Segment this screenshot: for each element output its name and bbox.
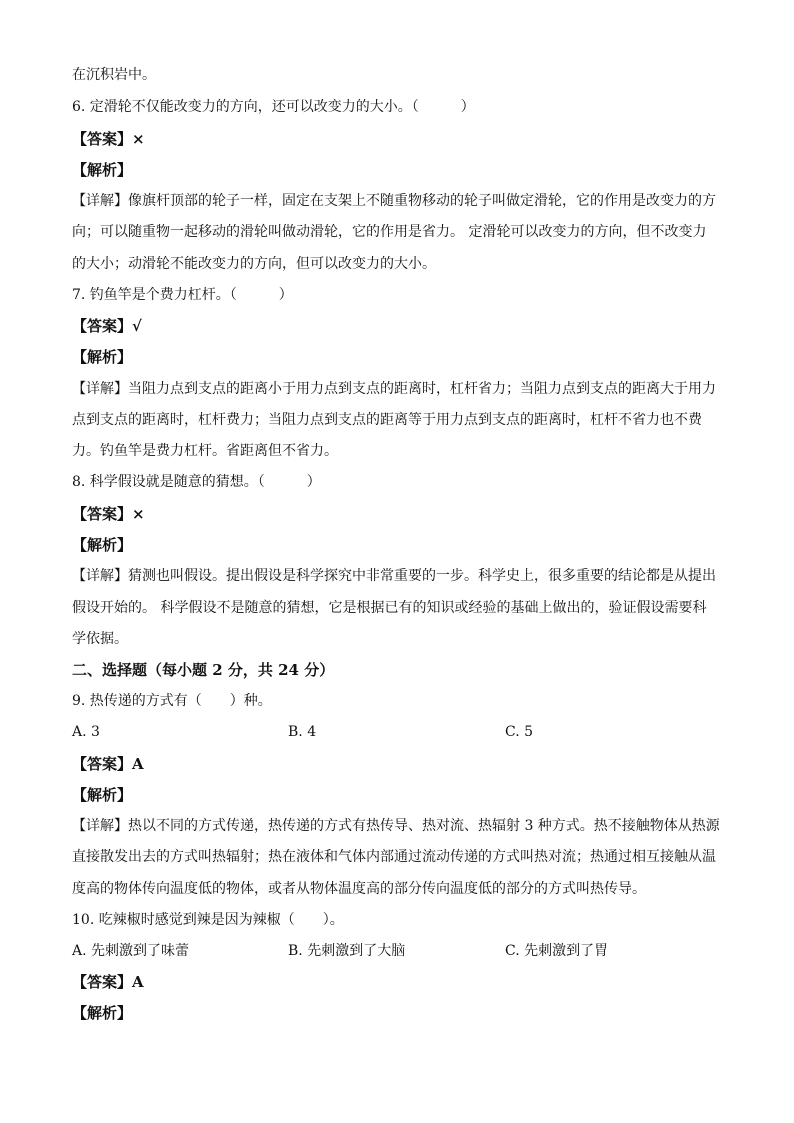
q10-option-b: B. 先刺激到了大脑 xyxy=(288,943,406,959)
answer-8: 【答案】× xyxy=(72,505,145,523)
analysis-label-9: 【解析】 xyxy=(72,786,133,804)
explanation-8-line3: 学依据。 xyxy=(72,631,128,647)
question-9: 9. 热传递的方式有（ ）种。 xyxy=(72,693,272,709)
answer-9: 【答案】A xyxy=(72,755,144,773)
analysis-label-7: 【解析】 xyxy=(72,348,133,366)
answer-7: 【答案】√ xyxy=(72,317,142,335)
explanation-6-line2: 向；可以随重物一起移动的滑轮叫做动滑轮，它的作用是省力。 定滑轮可以改变力的方向，但不改变力 xyxy=(72,224,707,240)
explanation-8-line2: 假设开始的。 科学假设不是随意的猜想，它是根据已有的知识或经验的基础上做出的，验证假设需要科 xyxy=(72,600,707,616)
analysis-label-8: 【解析】 xyxy=(72,536,133,554)
explanation-7-line1: 【详解】当阻力点到支点的距离小于用力点到支点的距离时，杠杆省力；当阻力点到支点的距离大于用力 xyxy=(72,381,716,397)
analysis-label-6: 【解析】 xyxy=(72,161,133,179)
explanation-7-line2: 点到支点的距离时，杠杆费力；当阻力点到支点的距离等于用力点到支点的距离时，杠杆不省力也不费 xyxy=(72,412,702,428)
text-line: 在沉积岩中。 xyxy=(72,67,156,83)
explanation-9-line1: 【详解】热以不同的方式传递，热传递的方式有热传导、热对流、热辐射 3 种方式。热不接触物体从热源 xyxy=(72,818,720,834)
explanation-9-line2: 直接散发出去的方式叫热辐射；热在液体和气体内部通过流动传递的方式叫热对流；热通过相互接触从温 xyxy=(72,849,716,865)
explanation-9-line3: 度高的物体传向温度低的物体，或者从物体温度高的部分传向温度低的部分的方式叫热传导。 xyxy=(72,881,646,897)
explanation-8-line1: 【详解】猜测也叫假设。提出假设是科学探究中非常重要的一步。科学史上，很多重要的结论都是从提出 xyxy=(72,568,716,584)
answer-6: 【答案】× xyxy=(72,130,145,148)
question-7: 7. 钓鱼竿是个费力杠杆。（ ） xyxy=(72,287,293,303)
question-6: 6. 定滑轮不仅能改变力的方向，还可以改变力的大小。（ ） xyxy=(72,99,475,115)
explanation-6-line3: 的大小；动滑轮不能改变力的方向，但可以改变力的大小。 xyxy=(72,256,436,272)
answer-10: 【答案】A xyxy=(72,973,144,991)
question-8: 8. 科学假设就是随意的猜想。（ ） xyxy=(72,474,321,490)
q9-option-a: A. 3 xyxy=(72,724,100,740)
q10-option-a: A. 先刺激到了味蕾 xyxy=(72,943,190,959)
section-heading: 二、选择题（每小题 2 分，共 24 分） xyxy=(72,661,335,679)
question-10: 10. 吃辣椒时感觉到辣是因为辣椒（ ）。 xyxy=(72,912,344,928)
explanation-6-line1: 【详解】像旗杆顶部的轮子一样，固定在支架上不随重物移动的轮子叫做定滑轮，它的作用是改变力的方 xyxy=(72,193,716,209)
analysis-label-10: 【解析】 xyxy=(72,1004,133,1022)
q9-option-c: C. 5 xyxy=(505,724,534,740)
explanation-7-line3: 力。钓鱼竿是费力杠杆。省距离但不省力。 xyxy=(72,443,338,459)
q9-option-b: B. 4 xyxy=(288,724,317,740)
q10-option-c: C. 先刺激到了胃 xyxy=(505,943,609,959)
